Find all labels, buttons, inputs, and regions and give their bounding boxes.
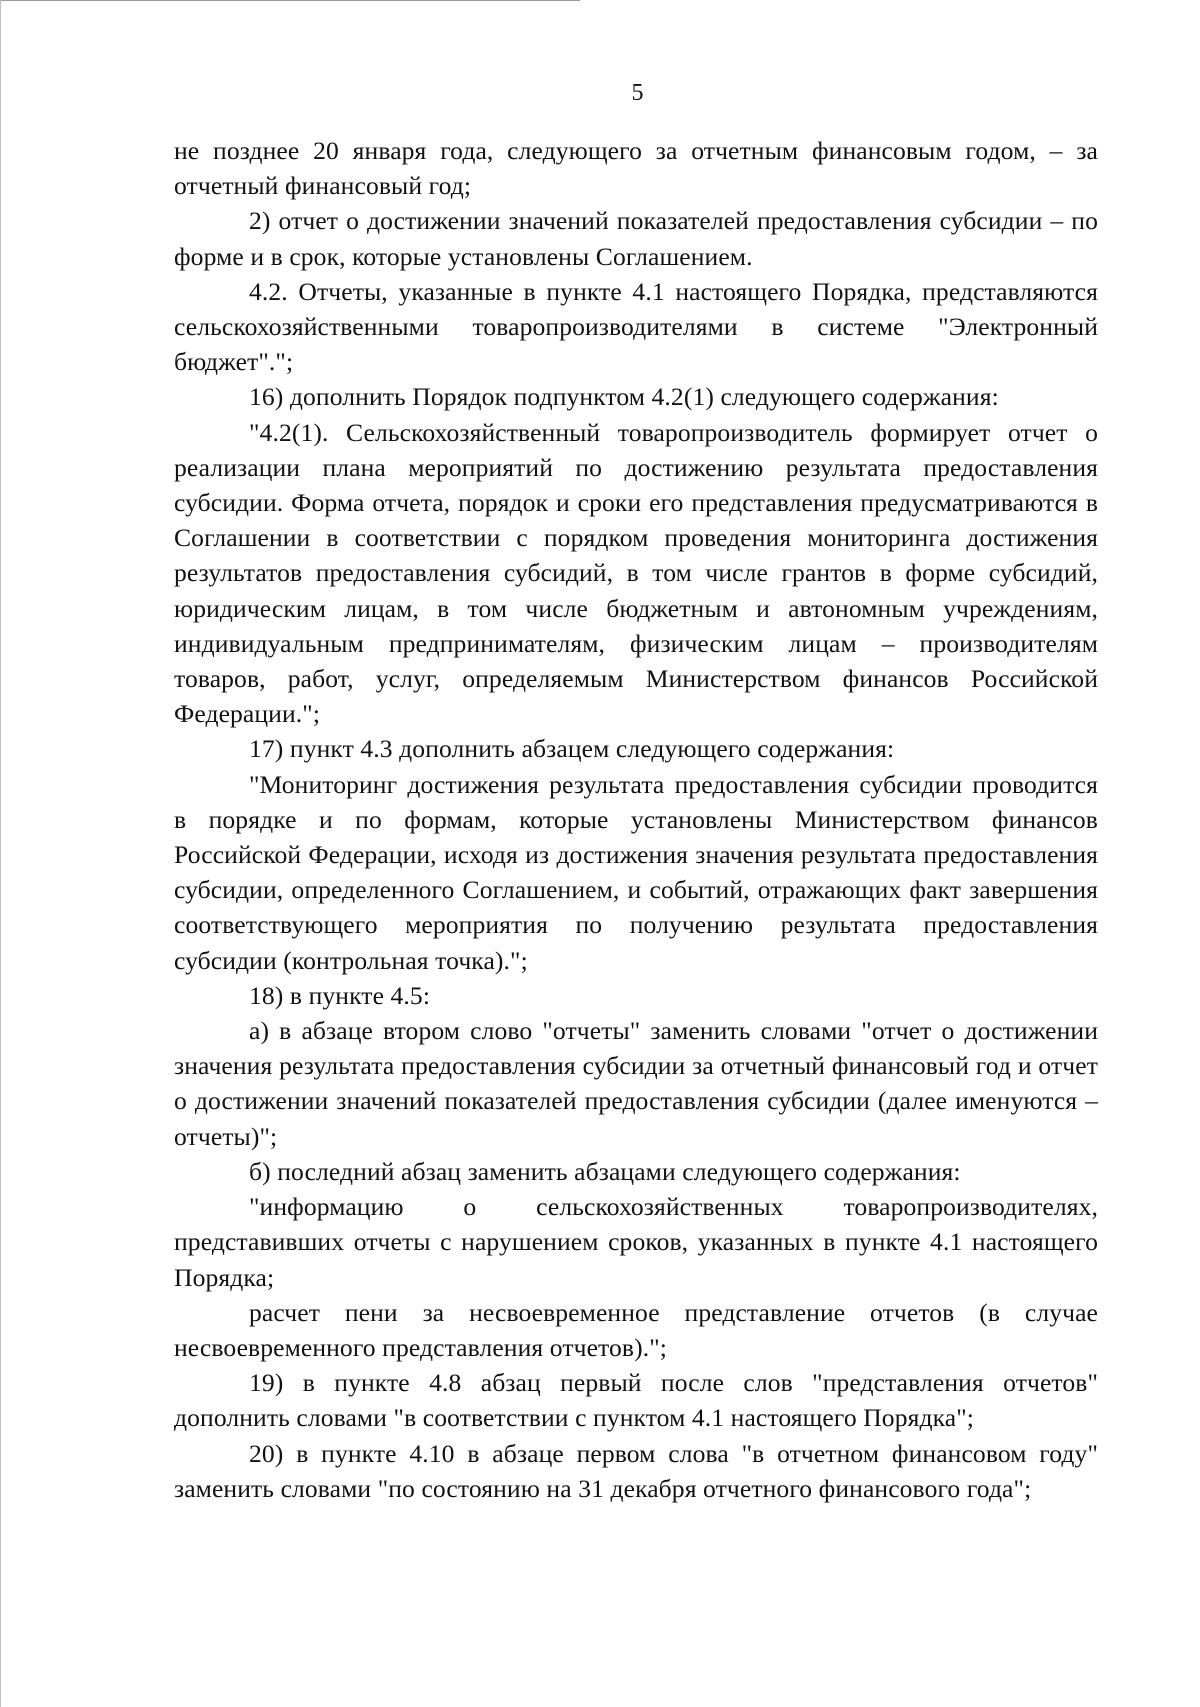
scan-left-edge — [0, 0, 1, 1707]
paragraph-monitoring: "Мониторинг достижения результата предоставления субсидии проводится в порядке и по формам, которые установлены Министерством финансов Российской Федерации, исходя из достижения значения результата предоставления субсидии, определенного Соглашением, и событий, отражающих факт завершения соответствующего мероприятия по получению результата предоставления субсидии (контрольная точка)."; — [174, 769, 1098, 975]
paragraph-item-19: 19) в пункте 4.8 абзац первый после слов "представления отчетов" дополнить словами "в соответствии с пунктом 4.1 настоящего Порядка"; — [174, 1368, 1098, 1433]
scan-top-edge — [0, 0, 580, 1]
paragraph-item-18-b: б) последний абзац заменить абзацами следующего содержания: — [249, 1156, 961, 1186]
paragraph-item-18-a: а) в абзаце втором слово "отчеты" заменить словами "отчет о достижении значения результата предоставления субсидии за отчетный финансовый год и отчет о достижении значений показателей предоставления субсидии (далее именуются – отчеты)"; — [174, 1016, 1098, 1151]
paragraph-4-2: 4.2. Отчеты, указанные в пункте 4.1 настоящего Порядка, представляются сельскохозяйственными товаропроизводителями в системе "Электронный бюджет"."; — [174, 276, 1098, 377]
paragraph-4-2-1: "4.2(1). Сельскохозяйственный товаропроизводитель формирует отчет о реализации плана мероприятий по достижению результата предоставления субсидии. Форма отчета, порядок и сроки его представления предусматриваются в Соглашении в соответствии с порядком проведения мониторинга достижения результатов предоставления субсидий, в том числе грантов в форме субсидий, юридическим лицам, в том числе бюджетным и автономным учреждениям, индивидуальным предпринимателям, физическим лицам – производителям товаров, работ, услуг, определяемым Министерством финансов Российской Федерации."; — [174, 417, 1098, 729]
paragraph-item-17: 17) пункт 4.3 дополнить абзацем следующего содержания: — [249, 734, 895, 764]
paragraph-item-16: 16) дополнить Порядок подпунктом 4.2(1) следующего содержания: — [249, 382, 999, 412]
paragraph-item-2: 2) отчет о достижении значений показателей предоставления субсидии – по форме и в срок, которые установлены Соглашением. — [174, 206, 1098, 271]
paragraph-item-20: 20) в пункте 4.10 в абзаце первом слова "в отчетном финансовом году" заменить словами "по состоянию на 31 декабря отчетного финансового года"; — [174, 1438, 1098, 1503]
paragraph-penalty-calculation: расчет пени за несвоевременное представление отчетов (в случае несвоевременного представления отчетов)."; — [174, 1297, 1098, 1362]
paragraph-item-18: 18) в пункте 4.5: — [249, 980, 431, 1010]
paragraph-information: "информацию о сельскохозяйственных товаропроизводителях, представивших отчеты с нарушением сроков, указанных в пункте 4.1 настоящего Порядка; — [174, 1192, 1098, 1292]
page-number: 5 — [631, 80, 644, 106]
document-body — [174, 133, 1098, 1506]
paragraph-continuation: не позднее 20 января года, следующего за отчетным финансовым годом, – за отчетный финансовый год; — [174, 136, 1098, 201]
